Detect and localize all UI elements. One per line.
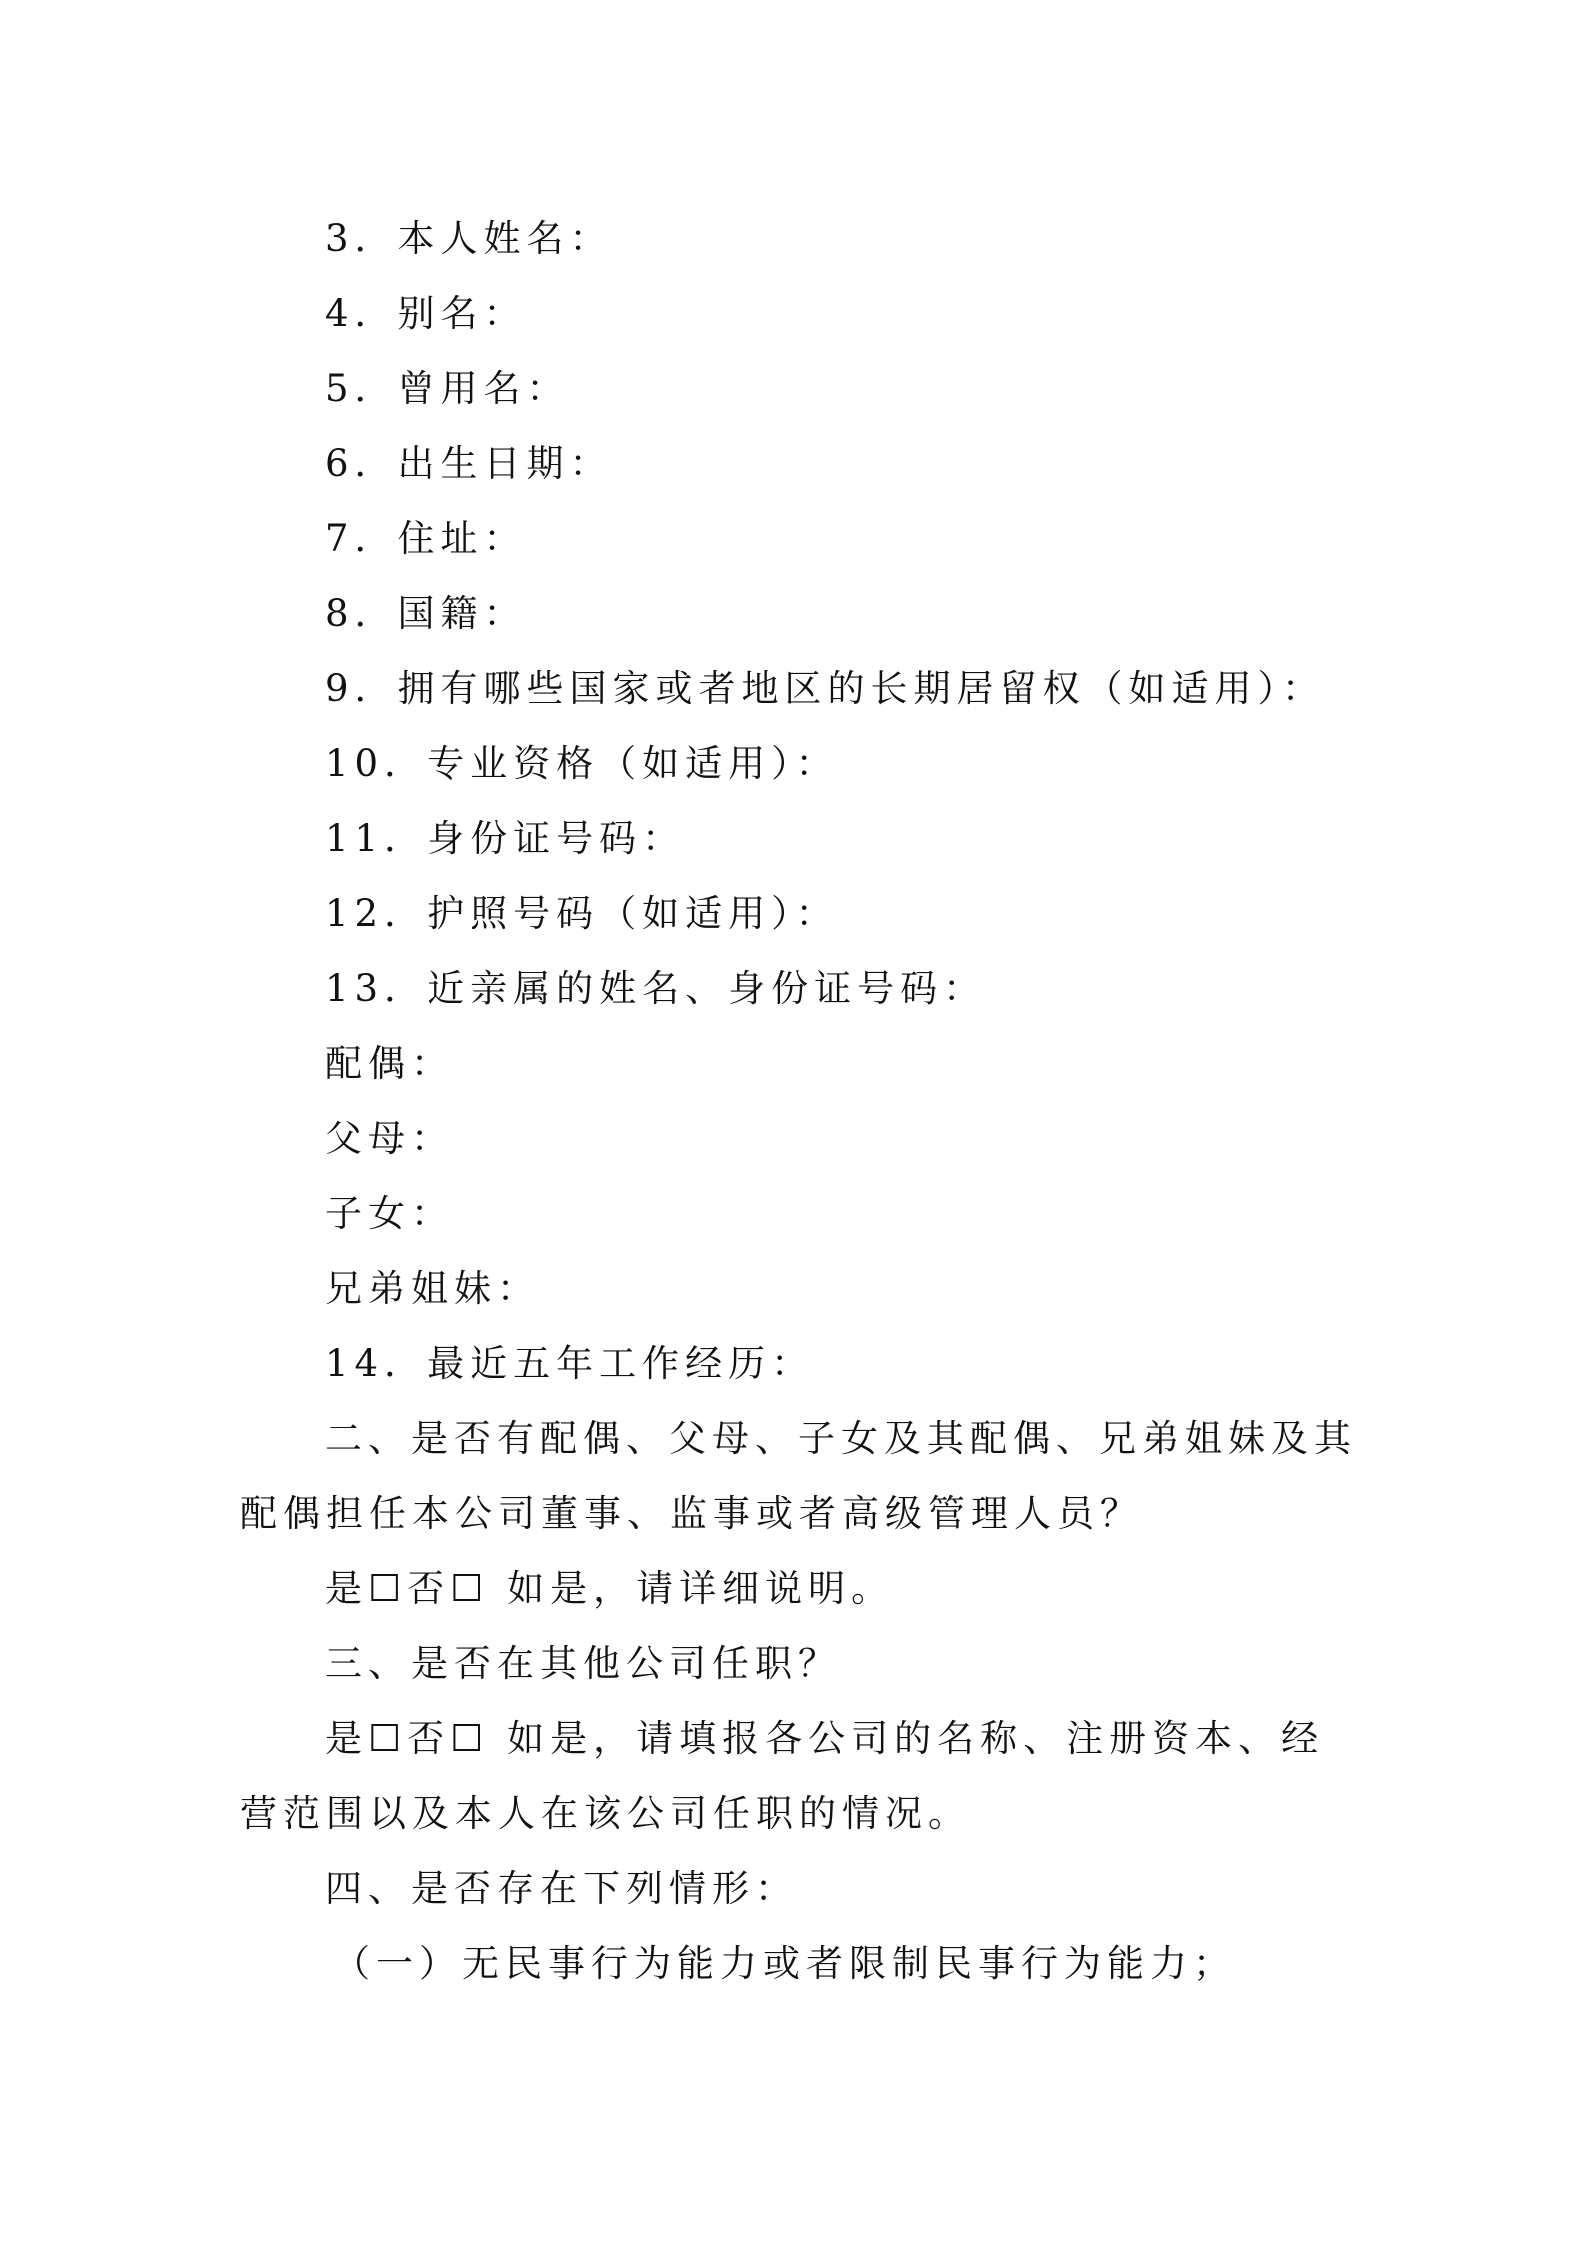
field-birth-date: 6．出生日期： — [325, 442, 613, 485]
field-alias: 4．别名： — [325, 292, 527, 335]
section-four-item-one: （一）无民事行为能力或者限制民事行为能力； — [333, 1942, 1236, 1985]
field-relatives: 13．近亲属的姓名、身份证号码： — [325, 967, 987, 1010]
field-passport-number: 12．护照号码（如适用）： — [325, 892, 839, 935]
field-residence-rights: 9．拥有哪些国家或者地区的长期居留权（如适用）： — [325, 667, 1326, 710]
field-former-name: 5．曾用名： — [325, 367, 570, 410]
field-work-history: 14．最近五年工作经历： — [325, 1342, 815, 1385]
section-three-answer-cont: 营范围以及本人在该公司任职的情况。 — [240, 1792, 971, 1835]
field-children: 子女： — [325, 1192, 454, 1235]
section-two-heading: 二、是否有配偶、父母、子女及其配偶、兄弟姐妹及其 — [325, 1417, 1357, 1460]
field-address: 7．住址： — [325, 517, 527, 560]
field-spouse: 配偶： — [325, 1042, 454, 1085]
section-two-heading-cont: 配偶担任本公司董事、监事或者高级管理人员？ — [240, 1492, 1143, 1535]
section-three-answer: 是☐否☐ 如是，请填报各公司的名称、注册资本、经 — [325, 1717, 1325, 1760]
section-two-answer: 是☐否☐ 如是，请详细说明。 — [325, 1567, 895, 1610]
field-id-number: 11．身份证号码： — [325, 817, 686, 860]
section-four-heading: 四、是否存在下列情形： — [325, 1867, 798, 1910]
field-qualifications: 10．专业资格（如适用）： — [325, 742, 839, 785]
section-three-heading: 三、是否在其他公司任职？ — [325, 1642, 841, 1685]
field-nationality: 8．国籍： — [325, 592, 527, 635]
field-name: 3．本人姓名： — [325, 217, 613, 260]
field-siblings: 兄弟姐妹： — [325, 1267, 540, 1310]
field-parents: 父母： — [325, 1117, 454, 1160]
